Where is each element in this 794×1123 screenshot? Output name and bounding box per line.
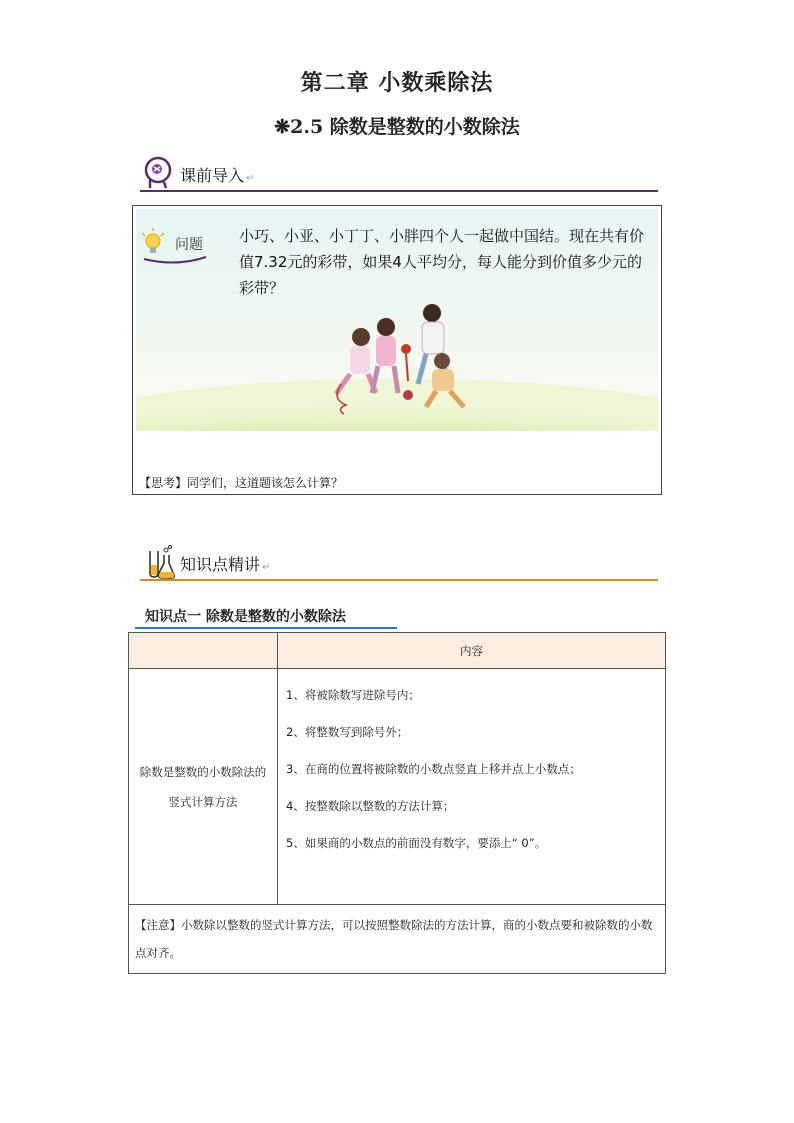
intro-divider <box>140 190 658 192</box>
knowledge-divider <box>140 579 658 581</box>
step-item: 5、如果商的小数点的前面没有数字，要添上“ 0”。 <box>286 836 547 850</box>
section-title: ❋2.5 除数是整数的小数除法 <box>274 116 520 138</box>
step-item: 2、将整数写到除号外； <box>286 725 409 739</box>
note-text: 【注意】小数除以整数的竖式计算方法，可以按照整数除法的方法计算，商的小数点要和被除数的小数点对齐。 <box>129 905 666 974</box>
table-header-content: 内容 <box>278 633 666 669</box>
table-row <box>129 669 666 905</box>
table-header-left <box>129 633 278 669</box>
think-prompt: 【思考】同学们，这道题该怎么计算？ <box>139 476 344 490</box>
knowledge-point-underline <box>135 627 397 629</box>
knowledge-point-title: 知识点一 除数是整数的小数除法 <box>145 609 346 625</box>
problem-box <box>132 205 662 495</box>
table-note-row <box>129 905 666 974</box>
head-profile-icon <box>144 156 174 190</box>
steps-cell <box>278 669 666 905</box>
step-item: 1、将被除数写进除号内； <box>286 688 420 702</box>
knowledge-section-header <box>140 545 658 581</box>
table-header-row <box>129 633 666 669</box>
row-label: 除数是整数的小数除法的竖式计算方法 <box>129 669 278 905</box>
step-item: 3、在商的位置将被除数的小数点竖直上移并点上小数点； <box>286 762 581 776</box>
knowledge-point-header <box>135 603 397 629</box>
problem-label: 问题 <box>175 237 203 253</box>
step-item: 4、按整数除以整数的方法计算； <box>286 799 455 813</box>
problem-text: 小巧、小亚、小丁丁、小胖四个人一起做中国结。现在共有价值7.32元的彩带，如果4人平均分，每人能分到价值多少元的彩带？ <box>239 227 645 297</box>
knowledge-heading: 知识点精讲 ↵ <box>180 555 271 574</box>
intro-heading: 课前导入 ↵ <box>180 166 255 185</box>
knowledge-table <box>128 632 666 974</box>
intro-section-header <box>140 156 658 192</box>
flask-icon <box>144 545 176 579</box>
chapter-title: 第二章 小数乘除法 <box>300 71 494 96</box>
